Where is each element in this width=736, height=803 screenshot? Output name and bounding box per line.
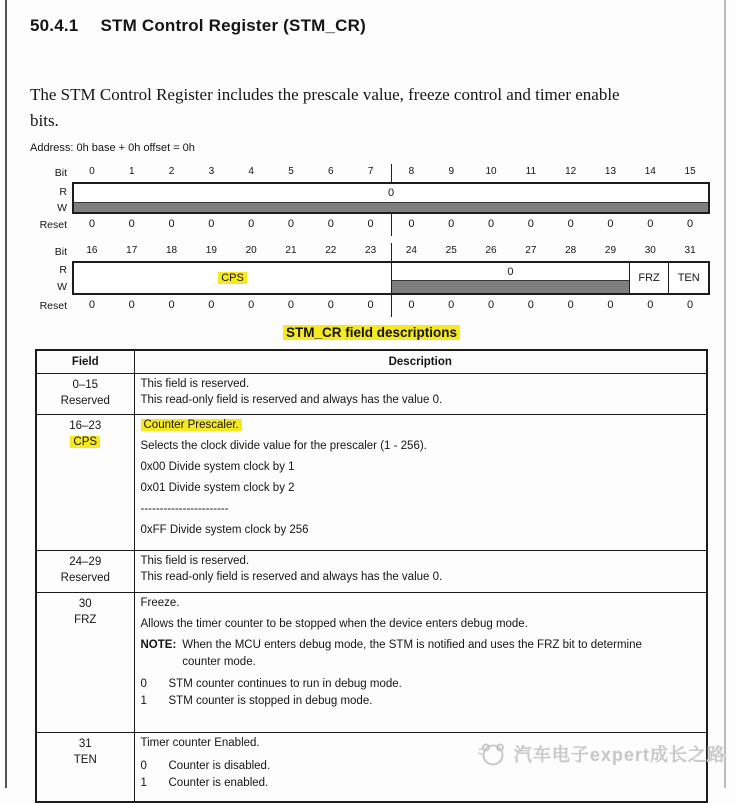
description-text: Counter Prescaler. (141, 419, 242, 431)
bit-number: 12 (565, 166, 577, 177)
bit-number: 21 (285, 245, 297, 256)
bit-number: 4 (248, 166, 254, 177)
table-row (36, 415, 707, 551)
value-line (141, 775, 699, 792)
description-line (141, 616, 699, 633)
read-value-text: 0 (387, 187, 395, 199)
description-line (141, 735, 699, 752)
reset-value: 0 (448, 299, 455, 311)
bit-number: 9 (448, 166, 454, 177)
description-text: This field is reserved. (140, 555, 250, 567)
reset-value: 0 (248, 218, 255, 230)
description-cell (134, 374, 707, 415)
value-line (141, 693, 699, 710)
bit-number-row (72, 164, 710, 182)
field-cell (36, 415, 134, 551)
description-text: Freeze. (140, 597, 180, 609)
description-line (141, 522, 699, 539)
reset-value: 0 (128, 218, 135, 230)
register-field-box (72, 182, 710, 214)
field-bits: 16–23 (69, 420, 102, 432)
bit-number: 15 (684, 166, 696, 177)
reset-value: 0 (327, 218, 334, 230)
write-label: W (57, 281, 67, 293)
reset-label: Reset (39, 300, 67, 312)
reset-value: 0 (408, 218, 415, 230)
intro-line-1: The STM Control Register includes the prescale value, freeze control and timer enable (30, 85, 620, 104)
register-grid (72, 164, 710, 236)
field-bits: 24–29 (69, 556, 102, 568)
bit-number: 25 (445, 245, 457, 256)
table-title (35, 324, 708, 342)
bit-number: 8 (408, 166, 415, 177)
reset-value: 0 (567, 299, 574, 311)
reset-value: 0 (607, 218, 614, 230)
table-title-text: STM_CR field descriptions (283, 325, 460, 340)
value-line (141, 758, 699, 775)
bit-number: 5 (288, 166, 294, 177)
page-title: STM Control Register (STM_CR) (100, 16, 366, 35)
register-side-labels (30, 164, 72, 236)
reset-value: 0 (208, 218, 215, 230)
value-number: 0 (140, 678, 147, 690)
value-list (141, 676, 699, 710)
register-grid (72, 243, 710, 317)
field-bits: 30 (78, 598, 92, 610)
reset-value: 0 (408, 299, 415, 311)
read-label: R (59, 264, 67, 276)
bit-number: 7 (351, 164, 392, 182)
column-header-field: Field (36, 350, 134, 374)
bit-number: 14 (644, 166, 656, 177)
reset-value: 0 (527, 299, 534, 311)
bit-number: 29 (604, 245, 617, 256)
field-bits: 0–15 (72, 379, 99, 391)
reset-value-row (72, 214, 710, 236)
bit-number: 19 (205, 245, 217, 256)
reset-value: 0 (168, 299, 175, 311)
page-left-edge (5, 0, 7, 788)
table-row (36, 733, 707, 803)
register-field-cell (74, 184, 708, 212)
field-cell (36, 733, 134, 803)
reset-value: 0 (448, 218, 455, 230)
bit-number: 6 (328, 166, 334, 177)
reset-value: 0 (88, 218, 95, 230)
description-line (141, 438, 699, 455)
field-name (38, 393, 133, 409)
value-line (141, 676, 699, 693)
section-heading (30, 16, 366, 36)
bit-number: 11 (525, 166, 537, 177)
register-side-labels (30, 243, 72, 317)
reset-value: 0 (687, 218, 694, 230)
field-name-text: Reserved (60, 572, 110, 584)
reset-value: 0 (487, 218, 495, 230)
reset-value: 0 (687, 299, 694, 311)
register-field-cell (668, 263, 708, 293)
bit-number: 20 (245, 245, 257, 256)
field-name-text: FRZ (74, 614, 97, 626)
reset-value-row (72, 295, 710, 317)
bit-number-row (72, 243, 710, 261)
description-text: ----------------------- (140, 503, 229, 515)
reset-value: 0 (327, 299, 334, 311)
bit-number: 23 (351, 243, 392, 261)
description-text: This field is reserved. (140, 378, 250, 390)
description-cell (134, 415, 707, 551)
bit-label: Bit (54, 167, 67, 179)
write-band (392, 280, 629, 293)
description-text: Allows the timer counter to be stopped when the device enters debug mode. (140, 618, 528, 630)
bit-number: 30 (644, 245, 656, 256)
field-name (38, 752, 133, 768)
bit-number: 27 (525, 245, 537, 256)
reset-value: 0 (567, 218, 574, 230)
bit-number: 28 (565, 245, 577, 256)
bit-number: 31 (684, 245, 696, 256)
description-cell (134, 733, 707, 803)
bit-number: 16 (86, 245, 98, 256)
bit-number: 10 (485, 166, 497, 177)
bit-label: Bit (54, 246, 67, 258)
field-name (38, 434, 133, 450)
value-number: 0 (140, 759, 147, 772)
table-row (36, 593, 707, 733)
field-name-text: Reserved (60, 395, 110, 407)
description-line (141, 595, 699, 612)
description-line (141, 392, 699, 408)
reset-value: 0 (208, 299, 215, 311)
reset-value: 0 (527, 218, 534, 230)
reset-value: 0 (351, 214, 392, 236)
description-text: 0x01 Divide system clock by 2 (140, 482, 295, 494)
field-cell (36, 593, 134, 733)
field-label: FRZ (638, 272, 660, 284)
reset-value: 0 (128, 299, 135, 311)
description-text: This read-only field is reserved and always has the value 0. (140, 571, 443, 583)
value-text: STM counter is stopped in debug mode. (168, 695, 373, 707)
reset-value: 0 (647, 299, 654, 311)
intro-line-2: bits. (30, 111, 59, 130)
description-text: This read-only field is reserved and always has the value 0. (140, 394, 443, 406)
reset-label: Reset (39, 219, 67, 231)
description-line (141, 376, 699, 392)
note-line (141, 637, 699, 670)
section-number: 50.4.1 (30, 16, 79, 35)
reset-value: 0 (647, 218, 654, 230)
reset-value: 0 (168, 218, 175, 230)
value-list (141, 758, 699, 792)
description-line (141, 417, 699, 434)
value-number: 1 (140, 695, 147, 707)
field-label: CPS (218, 272, 247, 284)
field-cell (36, 374, 134, 415)
field-name (38, 612, 133, 628)
description-text: 0x00 Divide system clock by 1 (140, 461, 295, 473)
table-row (36, 374, 707, 415)
register-field-cell (629, 263, 669, 293)
description-text: Timer counter Enabled. (140, 737, 260, 749)
description-text: 0xFF Divide system clock by 256 (140, 524, 309, 536)
bit-number: 13 (604, 166, 617, 177)
register-field-cell (74, 263, 391, 293)
watermark-text: 汽车电子expert成长之路 (514, 745, 727, 765)
value-text: Counter is enabled. (168, 776, 269, 789)
field-name-text: CPS (70, 436, 100, 448)
bit-number: 1 (128, 166, 135, 177)
read-label: R (59, 186, 67, 198)
description-cell (134, 551, 707, 593)
value-text: STM counter continues to run in debug mode. (168, 678, 402, 690)
field-name (38, 570, 133, 586)
address-line: Address: 0h base + 0h offset = 0h (30, 142, 195, 154)
reset-value: 0 (248, 299, 255, 311)
read-value (392, 263, 629, 280)
field-cell (36, 551, 134, 593)
read-value (74, 184, 708, 202)
field-bits: 31 (78, 738, 92, 750)
field-label: TEN (677, 272, 700, 284)
description-line (141, 553, 699, 569)
write-label: W (57, 202, 67, 214)
bit-number: 2 (168, 166, 175, 177)
write-band (74, 202, 708, 212)
table-header-row (36, 350, 707, 374)
register-row (30, 164, 710, 236)
bit-number: 3 (208, 166, 215, 177)
bit-number: 17 (126, 245, 138, 256)
note-label: NOTE: (140, 639, 177, 651)
description-line (141, 501, 699, 518)
reset-value: 0 (287, 218, 295, 230)
table-row (36, 551, 707, 593)
read-value-text: 0 (507, 265, 514, 278)
register-field-box (72, 261, 710, 295)
register-row (30, 243, 710, 317)
reset-value: 0 (351, 295, 392, 317)
bit-number: 18 (165, 245, 178, 256)
bit-number: 0 (89, 166, 95, 177)
field-name-text: TEN (73, 754, 97, 766)
value-number: 1 (140, 776, 147, 789)
register-field-cell (391, 263, 629, 293)
description-text: Selects the clock divide value for the prescaler (1 - 256). (140, 440, 427, 452)
value-text: Counter is disabled. (168, 759, 271, 772)
bit-number: 24 (405, 245, 417, 256)
bit-number: 22 (325, 245, 337, 256)
description-line (141, 569, 699, 585)
intro-paragraph (30, 82, 725, 134)
reset-value: 0 (88, 299, 95, 311)
reset-value: 0 (287, 299, 295, 311)
description-line (141, 480, 699, 497)
reset-value: 0 (487, 299, 495, 311)
note-text: When the MCU enters debug mode, the STM is notified and uses the FRZ bit to determine counter mode. (182, 639, 642, 668)
column-header-description: Description (134, 350, 707, 374)
description-line (141, 459, 699, 476)
field-description-table (35, 349, 708, 803)
reset-value: 0 (607, 299, 614, 311)
description-cell (134, 593, 707, 733)
bit-number: 26 (485, 245, 497, 256)
